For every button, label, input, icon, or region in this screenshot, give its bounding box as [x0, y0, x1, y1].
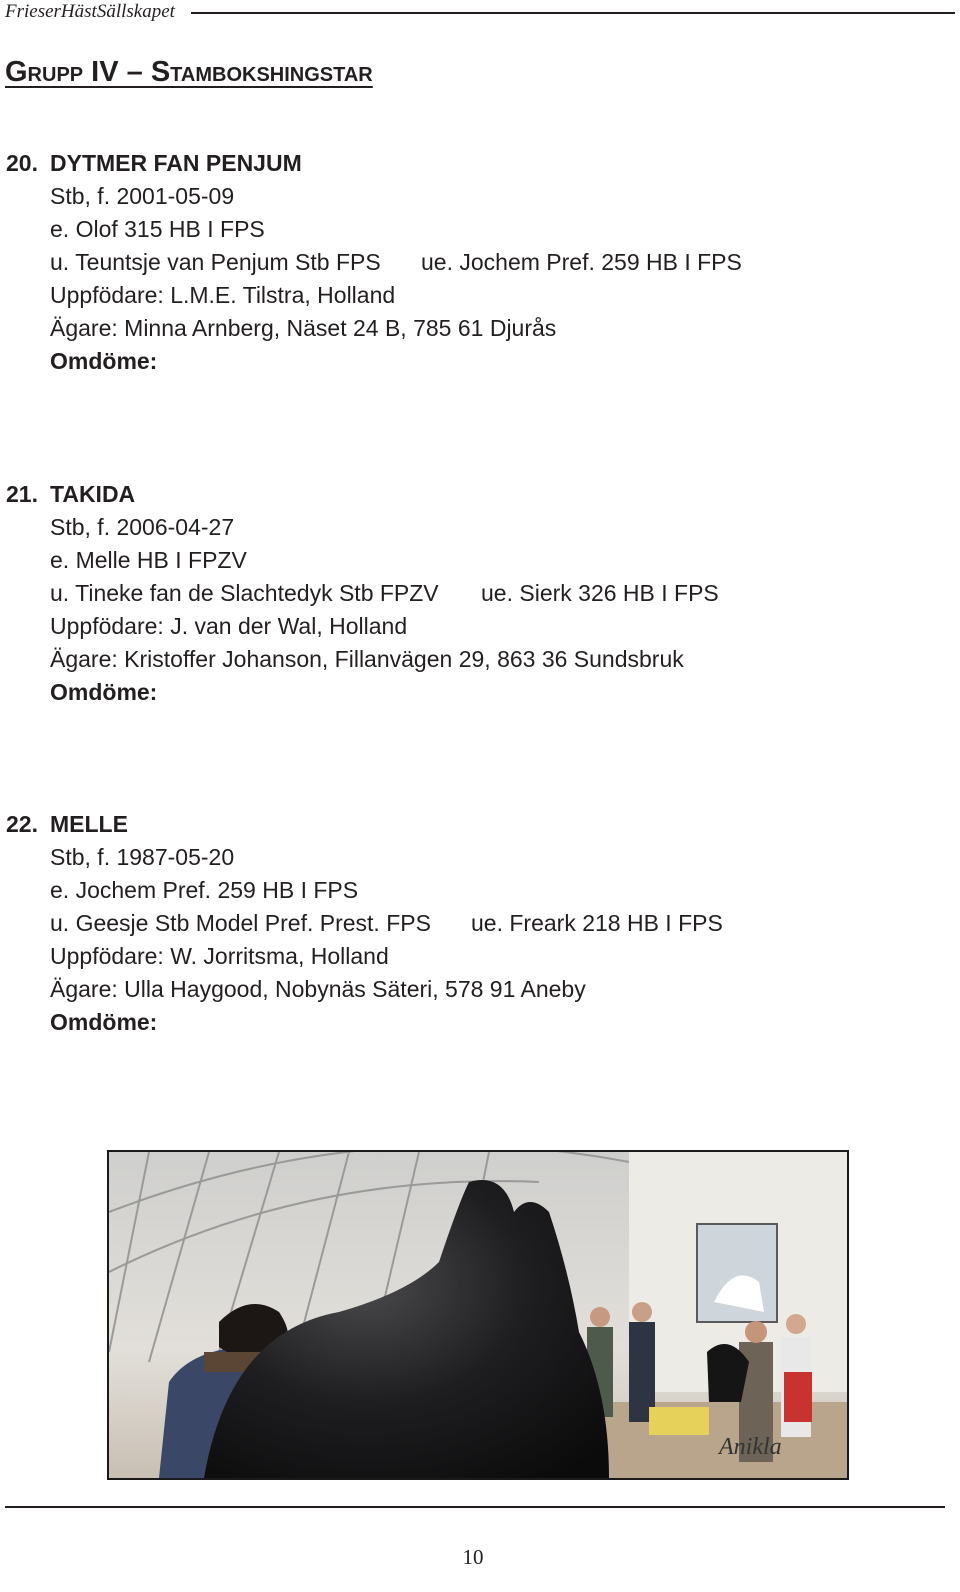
- dam: u. Teuntsje van Penjum Stb FPS: [50, 249, 381, 275]
- sire: e. Olof 315 HB I FPS: [50, 216, 265, 242]
- owner: Ägare: Minna Arnberg, Näset 24 B, 785 61 Djurås: [50, 315, 557, 341]
- assessment-label: Omdöme:: [50, 679, 158, 705]
- owner: Ägare: Kristoffer Johanson, Fillanvägen 29, 863 36 Sundsbruk: [50, 646, 684, 672]
- dam-sire: ue. Sierk 326 HB I FPS: [481, 580, 719, 606]
- dam-sire: ue. Freark 218 HB I FPS: [471, 910, 723, 936]
- breeder: Uppfödare: J. van der Wal, Holland: [50, 613, 408, 639]
- photographer-signature: Anikla: [719, 1434, 782, 1460]
- photo-illustration: [109, 1152, 847, 1478]
- sire: e. Jochem Pref. 259 HB I FPS: [50, 877, 359, 903]
- breeder: Uppfödare: L.M.E. Tilstra, Holland: [50, 282, 396, 308]
- dam-sire: ue. Jochem Pref. 259 HB I FPS: [421, 249, 742, 275]
- owner: Ägare: Ulla Haygood, Nobynäs Säteri, 578 91 Aneby: [50, 976, 586, 1002]
- dam: u. Geesje Stb Model Pref. Prest. FPS: [50, 910, 431, 936]
- entry-number: 20.: [6, 150, 38, 176]
- assessment-label: Omdöme:: [50, 1009, 158, 1035]
- section-heading: Grupp IV – Stambokshingstar: [5, 56, 373, 88]
- breeder: Uppfödare: W. Jorritsma, Holland: [50, 943, 389, 969]
- horse-name: MELLE: [50, 811, 128, 837]
- registry-birth: Stb, f. 2006-04-27: [50, 514, 235, 540]
- horse-photo: [107, 1150, 849, 1480]
- horse-name: DYTMER FAN PENJUM: [50, 150, 302, 176]
- assessment-label: Omdöme:: [50, 348, 158, 374]
- entry-number: 21.: [6, 481, 38, 507]
- registry-birth: Stb, f. 1987-05-20: [50, 844, 235, 870]
- wall-poster: [697, 1224, 777, 1322]
- header-rule: [191, 12, 955, 14]
- horse-name: TAKIDA: [50, 481, 136, 507]
- publication-title: FrieserHästSällskapet: [5, 1, 175, 22]
- sire: e. Melle HB I FPZV: [50, 547, 247, 573]
- footer-rule: [5, 1506, 945, 1508]
- page-header: [5, 0, 955, 26]
- registry-birth: Stb, f. 2001-05-09: [50, 183, 235, 209]
- entry-number: 22.: [6, 811, 38, 837]
- dam: u. Tineke fan de Slachtedyk Stb FPZV: [50, 580, 439, 606]
- page-number: 10: [462, 1545, 484, 1569]
